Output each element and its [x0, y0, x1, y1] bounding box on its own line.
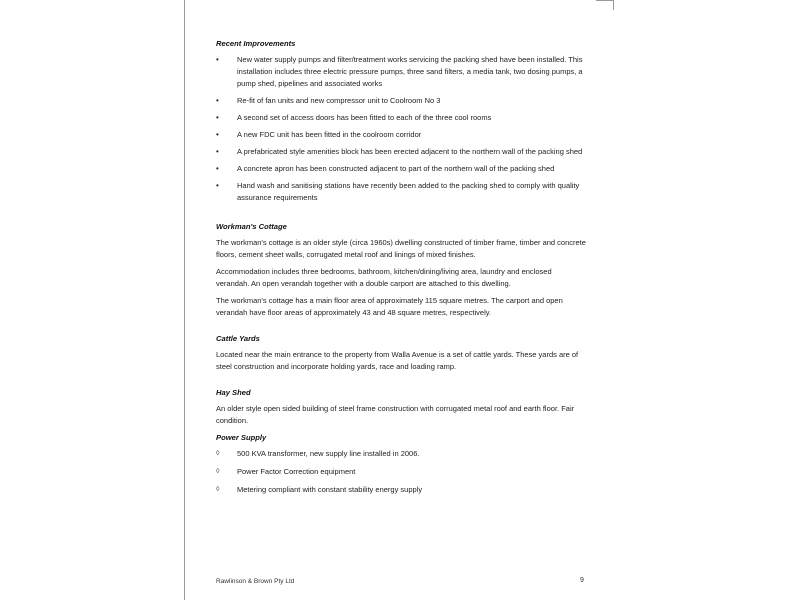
footer-company: Rawlinson & Brown Pty Ltd [216, 578, 295, 585]
document-body [216, 38, 586, 502]
cattle-yards-heading: Cattle Yards [216, 334, 260, 343]
list-item-text: New water supply pumps and filter/treatment works servicing the packing shed have been installed. This installation includes three electric pressure pumps, three sand filters, a media tank, two dosing pumps, a pump shed, pipelines and associated works [237, 55, 583, 88]
list-item [216, 95, 586, 107]
list-item [216, 180, 586, 204]
list-item [216, 54, 586, 90]
bullet-icon: • [216, 181, 219, 190]
diamond-bullet-icon: ◊ [216, 486, 220, 493]
list-item [216, 129, 586, 141]
hay-shed-paragraph: An older style open sided building of steel frame construction with corrugated metal roof and earth floor. Fair condition. [216, 404, 575, 425]
workmans-cottage-heading: Workman's Cottage [216, 222, 287, 231]
list-item-text: 500 KVA transformer, new supply line installed in 2006. [237, 449, 420, 458]
diamond-bullet-icon: ◊ [216, 450, 220, 457]
list-item [216, 484, 586, 496]
list-item-text: Power Factor Correction equipment [237, 467, 356, 476]
cottage-paragraph-3: The workman's cottage has a main floor area of approximately 115 square metres. The carport and open verandah have floor areas of approximately 43 and 48 square metres, respectively. [216, 296, 563, 317]
diamond-bullet-icon: ◊ [216, 468, 220, 475]
bullet-icon: • [216, 130, 219, 139]
list-item [216, 466, 586, 478]
cottage-paragraph-2: Accommodation includes three bedrooms, bathroom, kitchen/dining/living area, laundry and enclosed verandah. An open verandah together with a double carport are attached to this dwelling. [216, 267, 552, 288]
list-item-text: A concrete apron has been constructed adjacent to part of the northern wall of the packing shed [237, 164, 555, 173]
bullet-icon: • [216, 96, 219, 105]
list-item-text: A new FDC unit has been fitted in the coolroom corridor [237, 130, 422, 139]
list-item-text: A second set of access doors has been fitted to each of the three cool rooms [237, 113, 492, 122]
bullet-icon: • [216, 55, 219, 64]
page-border-right [613, 0, 614, 10]
power-supply-heading: Power Supply [216, 433, 267, 442]
bullet-icon: • [216, 147, 219, 156]
cattle-yards-paragraph: Located near the main entrance to the property from Walla Avenue is a set of cattle yards. These yards are of steel construction and incorporate holding yards, race and loading ramp. [216, 350, 579, 371]
page-border-left [184, 0, 185, 600]
list-item-text: Hand wash and sanitising stations have recently been added to the packing shed to comply with quality assurance requirements [237, 181, 580, 202]
recent-improvements-list [216, 54, 586, 204]
page-number: 9 [580, 577, 584, 584]
page-border-corner [596, 0, 614, 1]
hay-shed-heading: Hay Shed [216, 388, 251, 397]
power-supply-list [216, 448, 586, 496]
list-item [216, 448, 586, 460]
cottage-paragraph-1: The workman's cottage is an older style (circa 1960s) dwelling constructed of timber frame, timber and concrete floors, cement sheet walls, corrugated metal roof and linings of mixed finishes. [216, 238, 586, 259]
list-item [216, 146, 586, 158]
bullet-icon: • [216, 113, 219, 122]
list-item [216, 112, 586, 124]
list-item-text: A prefabricated style amenities block has been erected adjacent to the northern wall of the packing shed [237, 147, 583, 156]
list-item-text: Metering compliant with constant stability energy supply [237, 485, 423, 494]
recent-improvements-heading: Recent Improvements [216, 39, 296, 48]
list-item-text: Re-fit of fan units and new compressor unit to Coolroom No 3 [237, 96, 441, 105]
bullet-icon: • [216, 164, 219, 173]
list-item [216, 163, 586, 175]
